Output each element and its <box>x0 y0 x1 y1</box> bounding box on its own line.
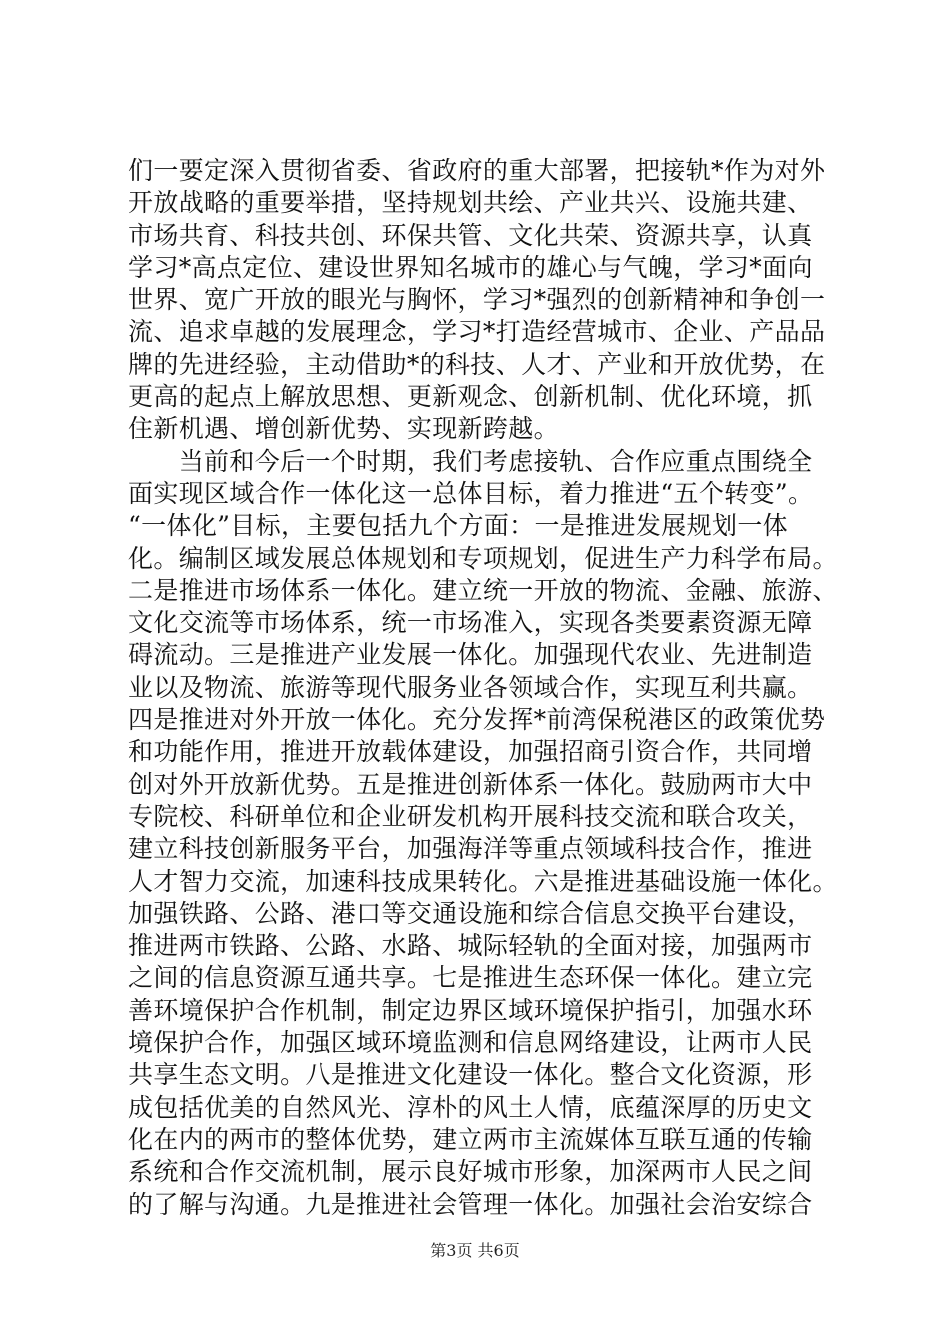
text-line: 碍流动。三是推进产业发展一体化。加强现代农业、先进制造 <box>128 640 813 670</box>
text-line: 文化交流等市场体系，统一市场准入，实现各类要素资源无障 <box>128 608 813 638</box>
text-line: 市场共育、科技共创、环保共管、文化共荣、资源共享，认真 <box>128 220 813 250</box>
text-line: 推进两市铁路、公路、水路、城际轻轨的全面对接，加强两市 <box>128 931 813 961</box>
text-line: 专院校、科研单位和企业研发机构开展科技交流和联合攻关， <box>128 801 813 831</box>
text-line: 二是推进市场体系一体化。建立统一开放的物流、金融、旅游、 <box>128 575 838 605</box>
text-line: 境保护合作，加强区域环境监测和信息网络建设，让两市人民 <box>128 1028 813 1058</box>
text-line: 化。编制区域发展总体规划和专项规划，促进生产力科学布局。 <box>128 543 838 573</box>
text-line: 四是推进对外开放一体化。充分发挥*前湾保税港区的政策优势 <box>128 705 826 735</box>
text-line: 牌的先进经验，主动借助*的科技、人才、产业和开放优势，在 <box>128 349 826 379</box>
text-line: 之间的信息资源互通共享。七是推进生态环保一体化。建立完 <box>128 963 813 993</box>
text-line: 当前和今后一个时期，我们考虑接轨、合作应重点围绕全 <box>128 446 813 476</box>
text-line: “一体化”目标，主要包括九个方面：一是推进发展规划一体 <box>128 511 789 541</box>
text-line: 共享生态文明。八是推进文化建设一体化。整合文化资源，形 <box>128 1060 813 1090</box>
text-line: 更高的起点上解放思想、更新观念、创新机制、优化环境，抓 <box>128 382 813 412</box>
text-line: 成包括优美的自然风光、淳朴的风土人情，底蕴深厚的历史文 <box>128 1092 813 1122</box>
text-line: 创对外开放新优势。五是推进创新体系一体化。鼓励两市大中 <box>128 769 813 799</box>
body-text <box>128 155 848 1221</box>
text-line: 学习*高点定位、建设世界知名城市的雄心与气魄，学习*面向 <box>128 252 813 282</box>
text-line: 的了解与沟通。九是推进社会管理一体化。加强社会治安综合 <box>128 1189 813 1219</box>
text-line: 们一要定深入贯彻省委、省政府的重大部署，把接轨*作为对外 <box>128 156 826 185</box>
text-line: 流、追求卓越的发展理念，学习*打造经营城市、企业、产品品 <box>128 317 826 347</box>
text-line: 面实现区域合作一体化这一总体目标，着力推进“五个转变”。 <box>128 478 814 508</box>
text-line: 系统和合作交流机制，展示良好城市形象，加深两市人民之间 <box>128 1157 813 1187</box>
text-line: 化在内的两市的整体优势，建立两市主流媒体互联互通的传输 <box>128 1124 813 1154</box>
text-line: 建立科技创新服务平台，加强海洋等重点领域科技合作，推进 <box>128 834 813 864</box>
text-line: 世界、宽广开放的眼光与胸怀，学习*强烈的创新精神和争创一 <box>128 285 826 315</box>
text-line: 住新机遇、增创新优势、实现新跨越。 <box>128 414 559 444</box>
text-line: 人才智力交流，加速科技成果转化。六是推进基础设施一体化。 <box>128 866 838 896</box>
text-line: 和功能作用，推进开放载体建设，加强招商引资合作，共同增 <box>128 737 813 767</box>
page-footer: 第3页 共6页 <box>430 1241 520 1260</box>
text-line: 业以及物流、旅游等现代服务业各领域合作，实现互利共赢。 <box>128 672 813 702</box>
text-line: 善环境保护合作机制，制定边界区域环境保护指引，加强水环 <box>128 995 813 1025</box>
text-line: 开放战略的重要举措，坚持规划共绘、产业共兴、设施共建、 <box>128 188 813 218</box>
text-line: 加强铁路、公路、港口等交通设施和综合信息交换平台建设， <box>128 898 813 928</box>
